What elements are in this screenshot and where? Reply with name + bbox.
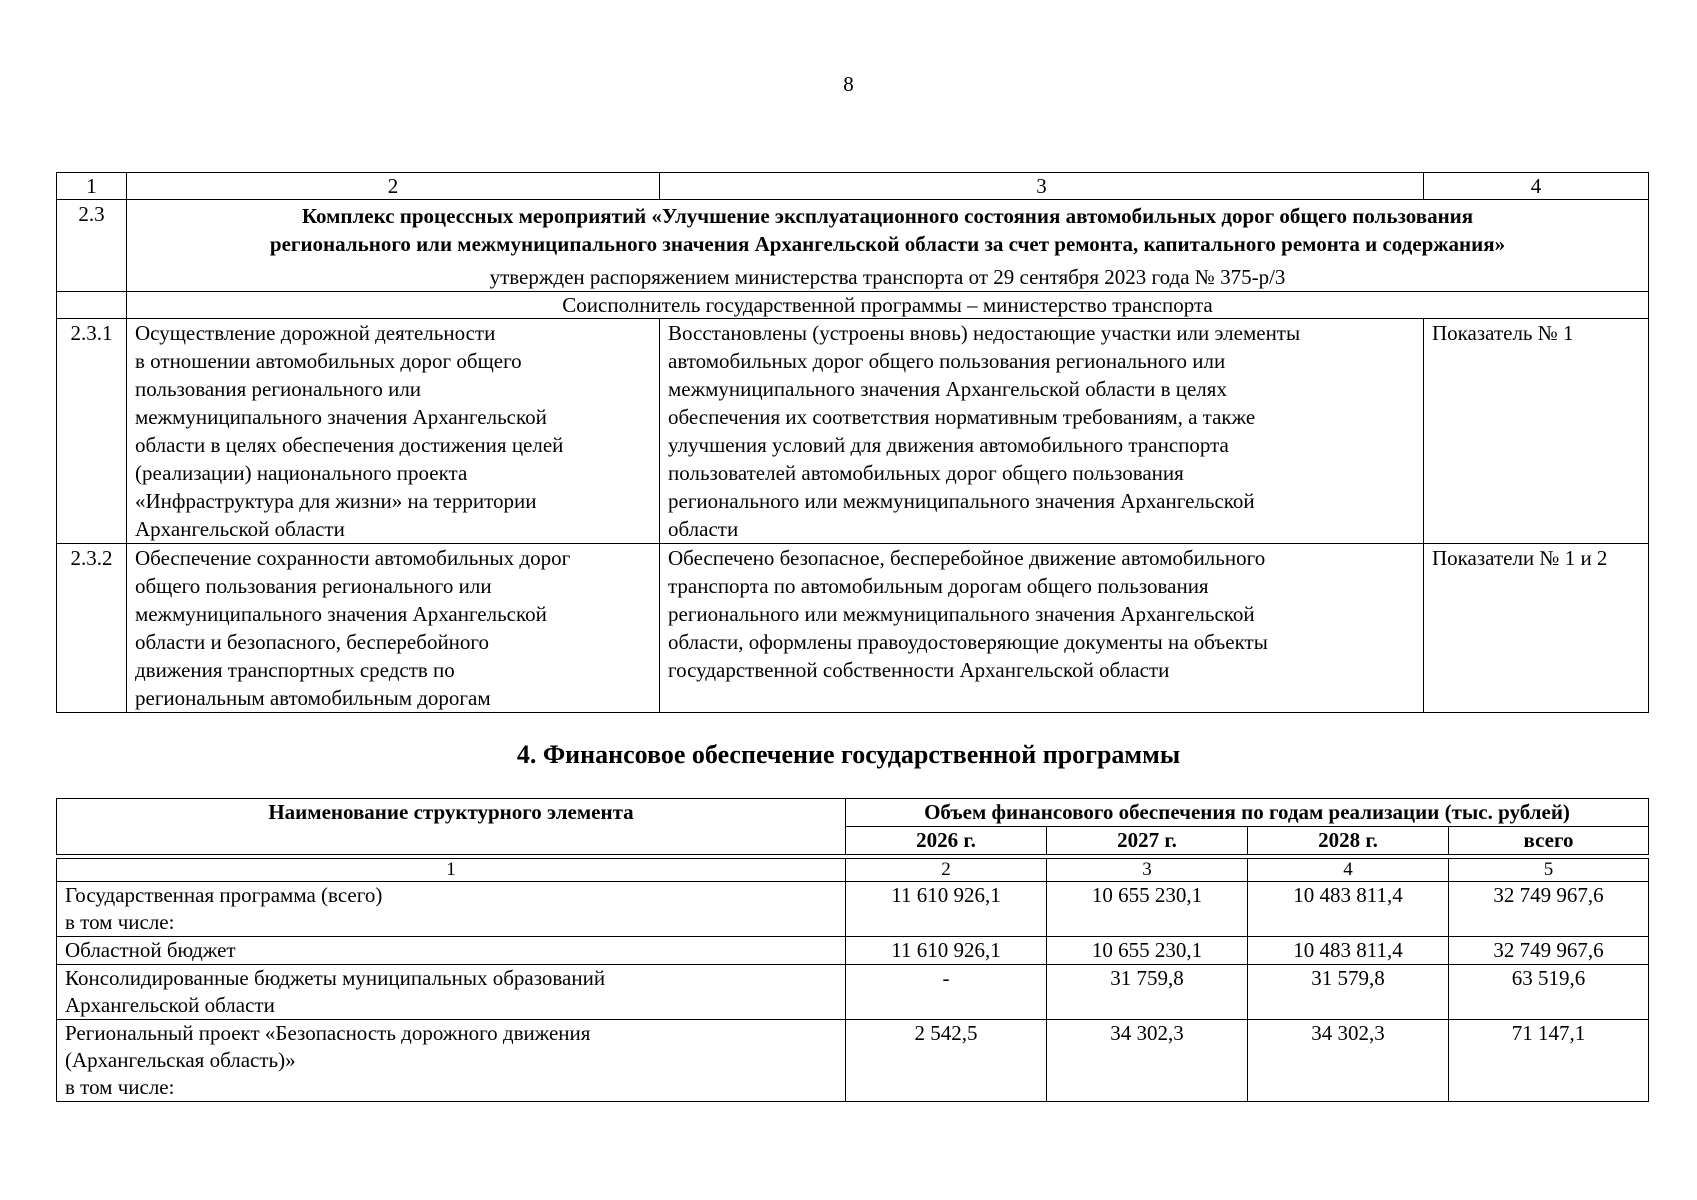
section-number: 2.3 bbox=[57, 200, 127, 292]
section-row bbox=[57, 200, 1649, 292]
col-number-1: 1 bbox=[57, 173, 127, 200]
value-total: 32 749 967,6 bbox=[1449, 937, 1649, 965]
value-2026: 11 610 926,1 bbox=[846, 882, 1047, 937]
table-row bbox=[57, 882, 1649, 937]
value-2027: 31 759,8 bbox=[1047, 965, 1248, 1020]
structural-element-header: Наименование структурного элемента bbox=[57, 799, 846, 855]
task-cell bbox=[127, 544, 660, 713]
col-number-4: 4 bbox=[1248, 859, 1449, 882]
task-line: (реализации) национального проекта bbox=[135, 461, 468, 485]
result-cell bbox=[660, 319, 1424, 544]
section-approval: утвержден распоряжением министерства транспорта от 29 сентября 2023 года № 375-р/3 bbox=[489, 265, 1286, 289]
value-2027: 34 302,3 bbox=[1047, 1020, 1248, 1102]
task-line: общего пользования регионального или bbox=[135, 574, 492, 598]
row-number: 2.3.1 bbox=[57, 319, 127, 544]
total-header: всего bbox=[1449, 827, 1649, 855]
section-4-title: 4. Финансовое обеспечение государственной программы bbox=[516, 740, 1181, 769]
finance-col-number-row bbox=[57, 859, 1649, 882]
result-line: области bbox=[668, 517, 739, 541]
section-title-line1: Комплекс процессных мероприятий «Улучшение эксплуатационного состояния автомобильных дорог общего пользования bbox=[301, 204, 1474, 228]
result-cell bbox=[660, 544, 1424, 713]
result-line: области, оформлены правоудостоверяющие документы на объекты bbox=[668, 630, 1268, 654]
element-name-line: (Архангельская область)» bbox=[65, 1048, 296, 1072]
result-line: регионального или межмуниципального значения Архангельской bbox=[668, 602, 1255, 626]
year-header: 2028 г. bbox=[1248, 827, 1449, 855]
value-2026: - bbox=[846, 965, 1047, 1020]
table-row bbox=[57, 1020, 1649, 1102]
result-line: регионального или межмуниципального значения Архангельской bbox=[668, 489, 1255, 513]
year-header: 2027 г. bbox=[1047, 827, 1248, 855]
col-number-4: 4 bbox=[1424, 173, 1649, 200]
value-2027: 10 655 230,1 bbox=[1047, 882, 1248, 937]
col-number-2: 2 bbox=[127, 173, 660, 200]
value-2027: 10 655 230,1 bbox=[1047, 937, 1248, 965]
coexecutor-row bbox=[57, 292, 1649, 319]
table-row bbox=[57, 319, 1649, 544]
section-title-cell bbox=[127, 200, 1649, 292]
result-line: автомобильных дорог общего пользования регионального или bbox=[668, 349, 1226, 373]
col-number-3: 3 bbox=[660, 173, 1424, 200]
indicator: Показатель № 1 bbox=[1424, 319, 1649, 544]
element-name bbox=[57, 965, 846, 1020]
value-2028: 34 302,3 bbox=[1248, 1020, 1449, 1102]
element-name bbox=[57, 882, 846, 937]
value-2028: 10 483 811,4 bbox=[1248, 882, 1449, 937]
value-total: 63 519,6 bbox=[1449, 965, 1649, 1020]
finance-header-row bbox=[57, 799, 1649, 827]
result-line: Обеспечено безопасное, бесперебойное движение автомобильного bbox=[668, 546, 1266, 570]
page-number: 8 bbox=[843, 72, 854, 96]
result-line: государственной собственности Архангельской области bbox=[668, 658, 1170, 682]
year-header: 2026 г. bbox=[846, 827, 1047, 855]
value-2028: 10 483 811,4 bbox=[1248, 937, 1449, 965]
element-name-line: Областной бюджет bbox=[65, 938, 236, 962]
element-name-line: Региональный проект «Безопасность дорожного движения bbox=[65, 1021, 591, 1045]
col-number-3: 3 bbox=[1047, 859, 1248, 882]
result-line: транспорта по автомобильным дорогам общего пользования bbox=[668, 574, 1209, 598]
element-name bbox=[57, 937, 846, 965]
element-name bbox=[57, 1020, 846, 1102]
element-name-line: в том числе: bbox=[65, 910, 175, 934]
activities-table bbox=[56, 172, 1649, 713]
value-total: 71 147,1 bbox=[1449, 1020, 1649, 1102]
value-2028: 31 579,8 bbox=[1248, 965, 1449, 1020]
indicator: Показатели № 1 и 2 bbox=[1424, 544, 1649, 713]
value-2026: 11 610 926,1 bbox=[846, 937, 1047, 965]
result-line: межмуниципального значения Архангельской области в целях bbox=[668, 377, 1227, 401]
column-number-row bbox=[57, 173, 1649, 200]
section-title-line2: регионального или межмуниципального значения Архангельской области за счет ремонта, капитального ремонта и содержания» bbox=[269, 232, 1506, 256]
table-row bbox=[57, 937, 1649, 965]
table-row bbox=[57, 544, 1649, 713]
task-line: межмуниципального значения Архангельской bbox=[135, 405, 547, 429]
task-line: «Инфраструктура для жизни» на территории bbox=[135, 489, 537, 513]
task-line: Архангельской области bbox=[135, 517, 345, 541]
element-name-line: в том числе: bbox=[65, 1075, 175, 1099]
result-line: пользователей автомобильных дорог общего пользования bbox=[668, 461, 1184, 485]
col-number-2: 2 bbox=[846, 859, 1047, 882]
element-name-line: Государственная программа (всего) bbox=[65, 883, 383, 907]
result-line: Восстановлены (устроены вновь) недостающие участки или элементы bbox=[668, 321, 1301, 345]
finance-header-table bbox=[56, 798, 1649, 855]
row-number: 2.3.2 bbox=[57, 544, 127, 713]
table-row bbox=[57, 965, 1649, 1020]
element-name-line: Консолидированные бюджеты муниципальных образований bbox=[65, 966, 606, 990]
task-line: межмуниципального значения Архангельской bbox=[135, 602, 547, 626]
task-line: области и безопасного, бесперебойного bbox=[135, 630, 490, 654]
finance-table bbox=[56, 858, 1649, 1102]
value-total: 32 749 967,6 bbox=[1449, 882, 1649, 937]
value-2026: 2 542,5 bbox=[846, 1020, 1047, 1102]
result-line: обеспечения их соответствия нормативным требованиям, а также bbox=[668, 405, 1256, 429]
col-number-5: 5 bbox=[1449, 859, 1649, 882]
task-cell bbox=[127, 319, 660, 544]
coexecutor: Соисполнитель государственной программы – министерство транспорта bbox=[127, 292, 1649, 319]
task-line: в отношении автомобильных дорог общего bbox=[135, 349, 522, 373]
task-line: Осуществление дорожной деятельности bbox=[135, 321, 496, 345]
col-number-1: 1 bbox=[57, 859, 846, 882]
element-name-line: Архангельской области bbox=[65, 993, 275, 1017]
result-line: улучшения условий для движения автомобильного транспорта bbox=[668, 433, 1229, 457]
task-line: движения транспортных средств по bbox=[135, 658, 455, 682]
task-line: Обеспечение сохранности автомобильных дорог bbox=[135, 546, 571, 570]
task-line: области в целях обеспечения достижения целей bbox=[135, 433, 564, 457]
task-line: пользования регионального или bbox=[135, 377, 422, 401]
volume-header: Объем финансового обеспечения по годам реализации (тыс. рублей) bbox=[846, 799, 1649, 827]
task-line: региональным автомобильным дорогам bbox=[135, 686, 491, 710]
